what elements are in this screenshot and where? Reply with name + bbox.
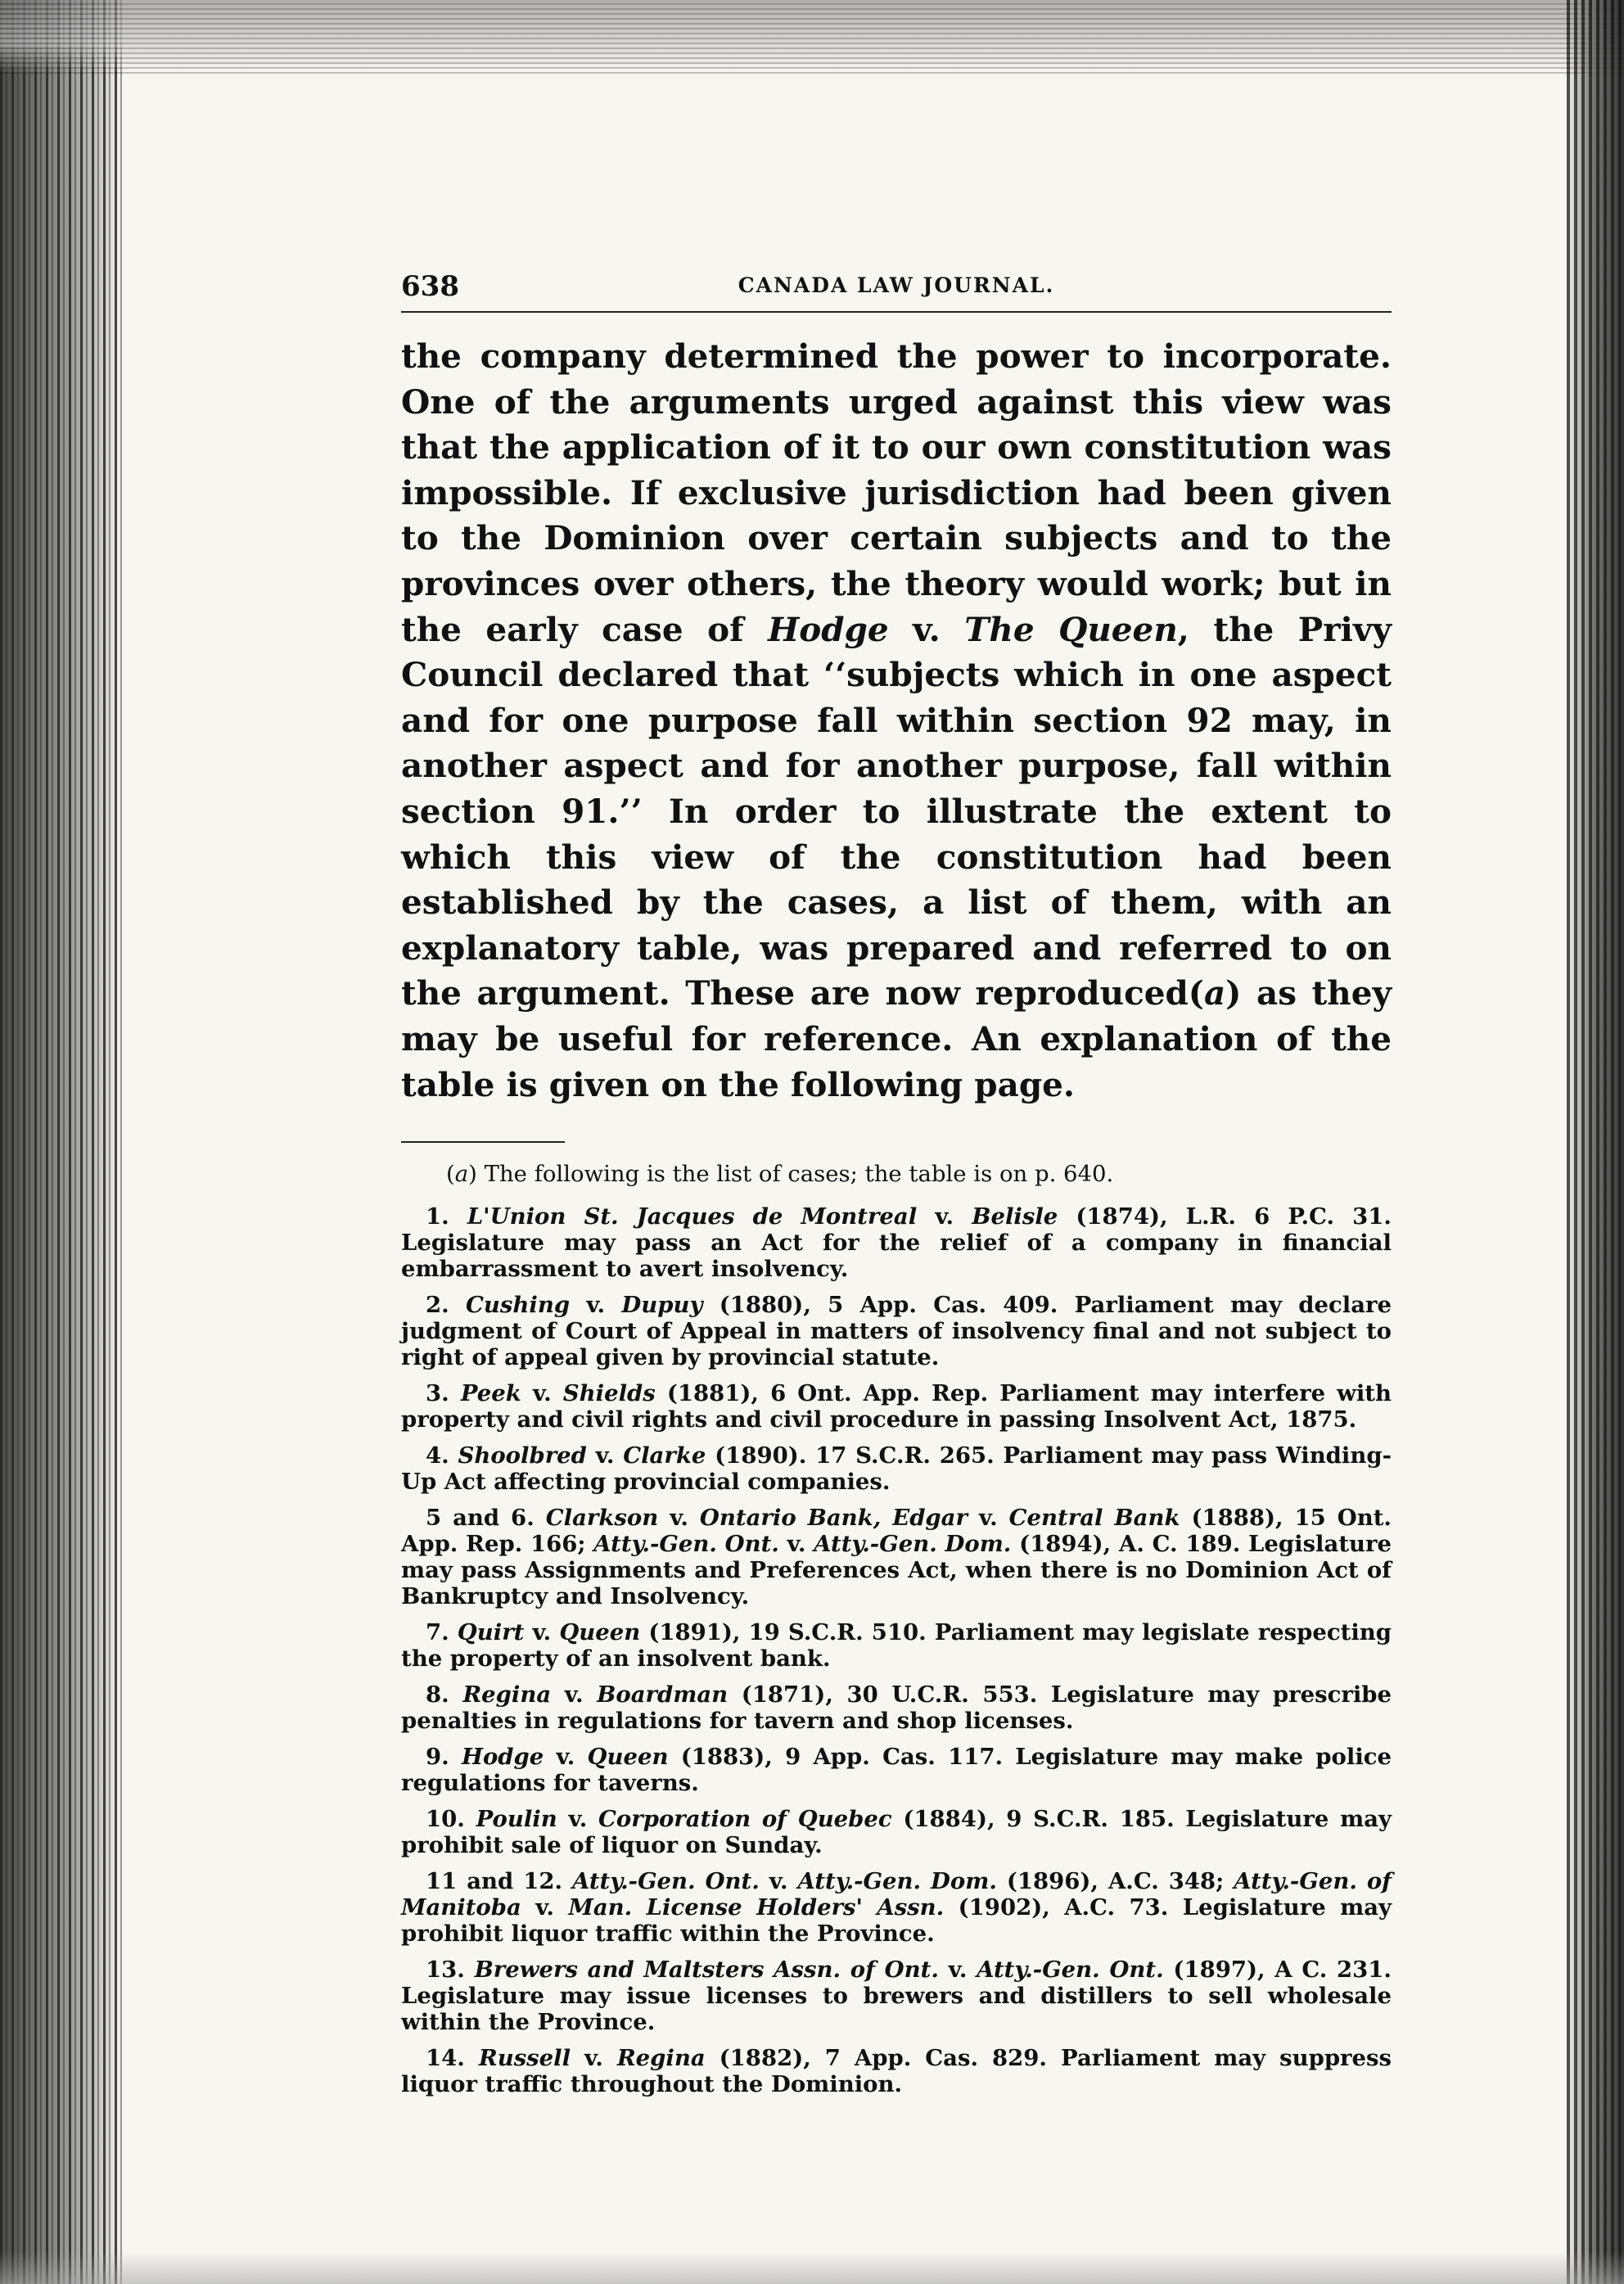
case-party: Atty.-Gen. Dom. [797, 1867, 997, 1894]
case-party: Atty.-Gen. Ont. [572, 1867, 760, 1894]
case-party: Regina [616, 2044, 706, 2071]
footnote-intro-text: The following is the list of cases; the table is on p. 640. [484, 1160, 1114, 1187]
case-party: Clarkson [545, 1504, 659, 1531]
case-entry-4 [401, 1442, 1392, 1495]
case-party: Atty.-Gen. Dom. [814, 1530, 1012, 1557]
case-text: (1883), 9 App. Cas. 117. Legislature may make police regulations for taverns. [401, 1743, 1392, 1796]
case-party: L'Union St. Jacques de Montreal [467, 1203, 918, 1230]
case-number: 1. [426, 1203, 449, 1230]
case-number: 2. [426, 1291, 449, 1318]
case-text: (1871), 30 U.C.R. 553. Legislature may prescribe penalties in regulations for tavern and shop licenses. [401, 1681, 1392, 1734]
case-entry-9 [401, 1744, 1392, 1796]
case-text: (1890). 17 S.C.R. 265. Parliament may pass Winding-Up Act affecting provincial companies. [401, 1442, 1392, 1495]
case-number: 10. [426, 1805, 465, 1832]
case-party: Brewers and Maltsters Assn. of Ont. [474, 1956, 939, 1983]
case-text: (1902), A.C. 73. Legislature may prohibit liquor traffic within the Province. [401, 1894, 1392, 1947]
case-party: Atty.-Gen. Ont. [977, 1956, 1164, 1983]
versus: v. [521, 1894, 569, 1921]
case-number: 4. [426, 1442, 449, 1469]
page-number: 638 [401, 270, 459, 303]
case-text: (1882), 7 App. Cas. 829. Parliament may suppress liquor traffic throughout the Dominion. [401, 2044, 1392, 2097]
versus: v. [778, 1530, 814, 1557]
case-entry-2 [401, 1292, 1392, 1370]
case-text: (1884), 9 S.C.R. 185. Legislature may prohibit sale of liquor on Sunday. [401, 1805, 1392, 1858]
case-party: Peek [460, 1379, 521, 1406]
case-party: Queen [559, 1618, 641, 1645]
case-party: Boardman [597, 1681, 729, 1708]
versus: v. [521, 1379, 563, 1406]
footnote-rule [401, 1141, 565, 1143]
case-number: 5 and 6. [426, 1504, 535, 1531]
case-number: 14. [426, 2044, 465, 2071]
case-entry-8 [401, 1681, 1392, 1734]
page [401, 262, 1392, 2107]
case-number: 11 and 12. [426, 1867, 563, 1894]
case-entry-7 [401, 1619, 1392, 1672]
case-entry-3 [401, 1380, 1392, 1433]
case-party: Shoolbred [458, 1442, 587, 1469]
case-text: (1880), 5 App. Cas. 409. Parliament may declare judgment of Court of Appeal in matters of insolvency final and not subject to right of appeal given by provincial statute. [401, 1291, 1392, 1370]
case-party: Quirt [457, 1618, 525, 1645]
case-number: 7. [426, 1618, 449, 1645]
journal-title: CANADA LAW JOURNAL. [738, 273, 1055, 297]
footnotes [401, 1161, 1392, 2097]
case-number: 13. [426, 1956, 465, 1983]
body-text-1: the company determined the power to incorporate. One of the arguments urged against this view was that the application of it to our own constitution was impossible. If exclusive jurisdiction had been given to the Dominion over certain subjects and to the provinces over others, the theory would work; but in the early case of [401, 336, 1392, 649]
case-text: (1894), A. C. 189. Legislature may pass Assignments and Preferences Act, when there is no Dominion Act of Bankruptcy and Insolvency. [401, 1530, 1392, 1609]
case-party: Atty.-Gen. Ont. [593, 1530, 779, 1557]
scan-edge-bottom [0, 2251, 1624, 2284]
case-entry-5-6 [401, 1505, 1392, 1609]
case-party: Clarke [623, 1442, 706, 1469]
case-party: Regina [462, 1681, 552, 1708]
case-entry-1 [401, 1203, 1392, 1282]
case-text: (1891), 19 S.C.R. 510. Parliament may legislate respecting the property of an insolvent bank. [401, 1618, 1392, 1672]
case-text: (1874), L.R. 6 P.C. 31. Legislature may pass an Act for the relief of a company in financial embarrassment to avert insolvency. [401, 1203, 1392, 1282]
case-entry-14 [401, 2045, 1392, 2097]
scan-edge-left [0, 0, 123, 2284]
scan-edge-right [1567, 0, 1624, 2284]
case-entry-10 [401, 1806, 1392, 1858]
versus: v. [888, 609, 965, 649]
case-text: (1888), 15 Ont. App. Rep. 166; [401, 1504, 1392, 1557]
case-entry-13 [401, 1957, 1392, 2035]
versus: v. [551, 1681, 598, 1708]
versus: v. [571, 2044, 617, 2071]
case-party: Dupuy [621, 1291, 703, 1318]
body-paragraph [401, 334, 1392, 1108]
body-text-3: ) as they may be useful for reference. An explanation of the table is given on the following page. [401, 973, 1392, 1104]
versus: v. [967, 1504, 1009, 1531]
case-party: Corporation of Quebec [598, 1805, 892, 1832]
versus: v. [524, 1618, 560, 1645]
case-name-hodge: Hodge [768, 609, 889, 649]
footnote-intro: (a) The following is the list of cases; the table is on p. 640. [446, 1160, 1114, 1187]
case-text: (1897), A C. 231. Legislature may issue licenses to brewers and distillers to sell wholesale within the Province. [401, 1956, 1392, 2035]
case-party: Hodge [461, 1743, 544, 1770]
versus: v. [557, 1805, 599, 1832]
case-party: Poulin [476, 1805, 557, 1832]
case-text: (1881), 6 Ont. App. Rep. Parliament may interfere with property and civil rights and civil procedure in passing Insolvent Act, 1875. [401, 1379, 1392, 1433]
case-party: Queen [587, 1743, 669, 1770]
footnote-intro-mark: a [454, 1160, 469, 1187]
case-party: Central Bank [1008, 1504, 1180, 1531]
versus: v. [938, 1956, 977, 1983]
case-party: Ontario Bank, Edgar [699, 1504, 968, 1531]
footnote-marker: a [1203, 973, 1226, 1013]
versus: v. [544, 1743, 588, 1770]
case-party: Cushing [466, 1291, 571, 1318]
case-entry-11-12 [401, 1868, 1392, 1947]
scan-edge-top [0, 0, 1624, 74]
case-party: Shields [562, 1379, 656, 1406]
case-name-the-queen: The Queen [964, 609, 1178, 649]
versus: v. [759, 1867, 798, 1894]
versus: v. [658, 1504, 700, 1531]
case-number: 9. [426, 1743, 449, 1770]
case-party: Atty.-Gen. of Manitoba [401, 1867, 1392, 1921]
case-party: Man. License Holders' Assn. [568, 1894, 945, 1921]
case-number: 8. [426, 1681, 449, 1708]
running-head [401, 262, 1392, 313]
body-text-2: , the Privy Council declared that ‘‘subjects which in one aspect and for one purpose fall within section 92 may, in another aspect and for another purpose, fall within section 91.’’ In order to illustrate the extent to which this view of the constitution had been established by the cases, a list of them, with an explanatory table, was prepared and referred to on the argument. These are now reproduced( [401, 609, 1392, 1013]
case-number: 3. [426, 1379, 449, 1406]
case-party: Russell [478, 2044, 571, 2071]
versus: v. [586, 1442, 624, 1469]
case-party: Belisle [972, 1203, 1058, 1230]
versus: v. [570, 1291, 622, 1318]
case-text: (1896), A.C. 348; [996, 1867, 1234, 1894]
versus: v. [917, 1203, 972, 1230]
